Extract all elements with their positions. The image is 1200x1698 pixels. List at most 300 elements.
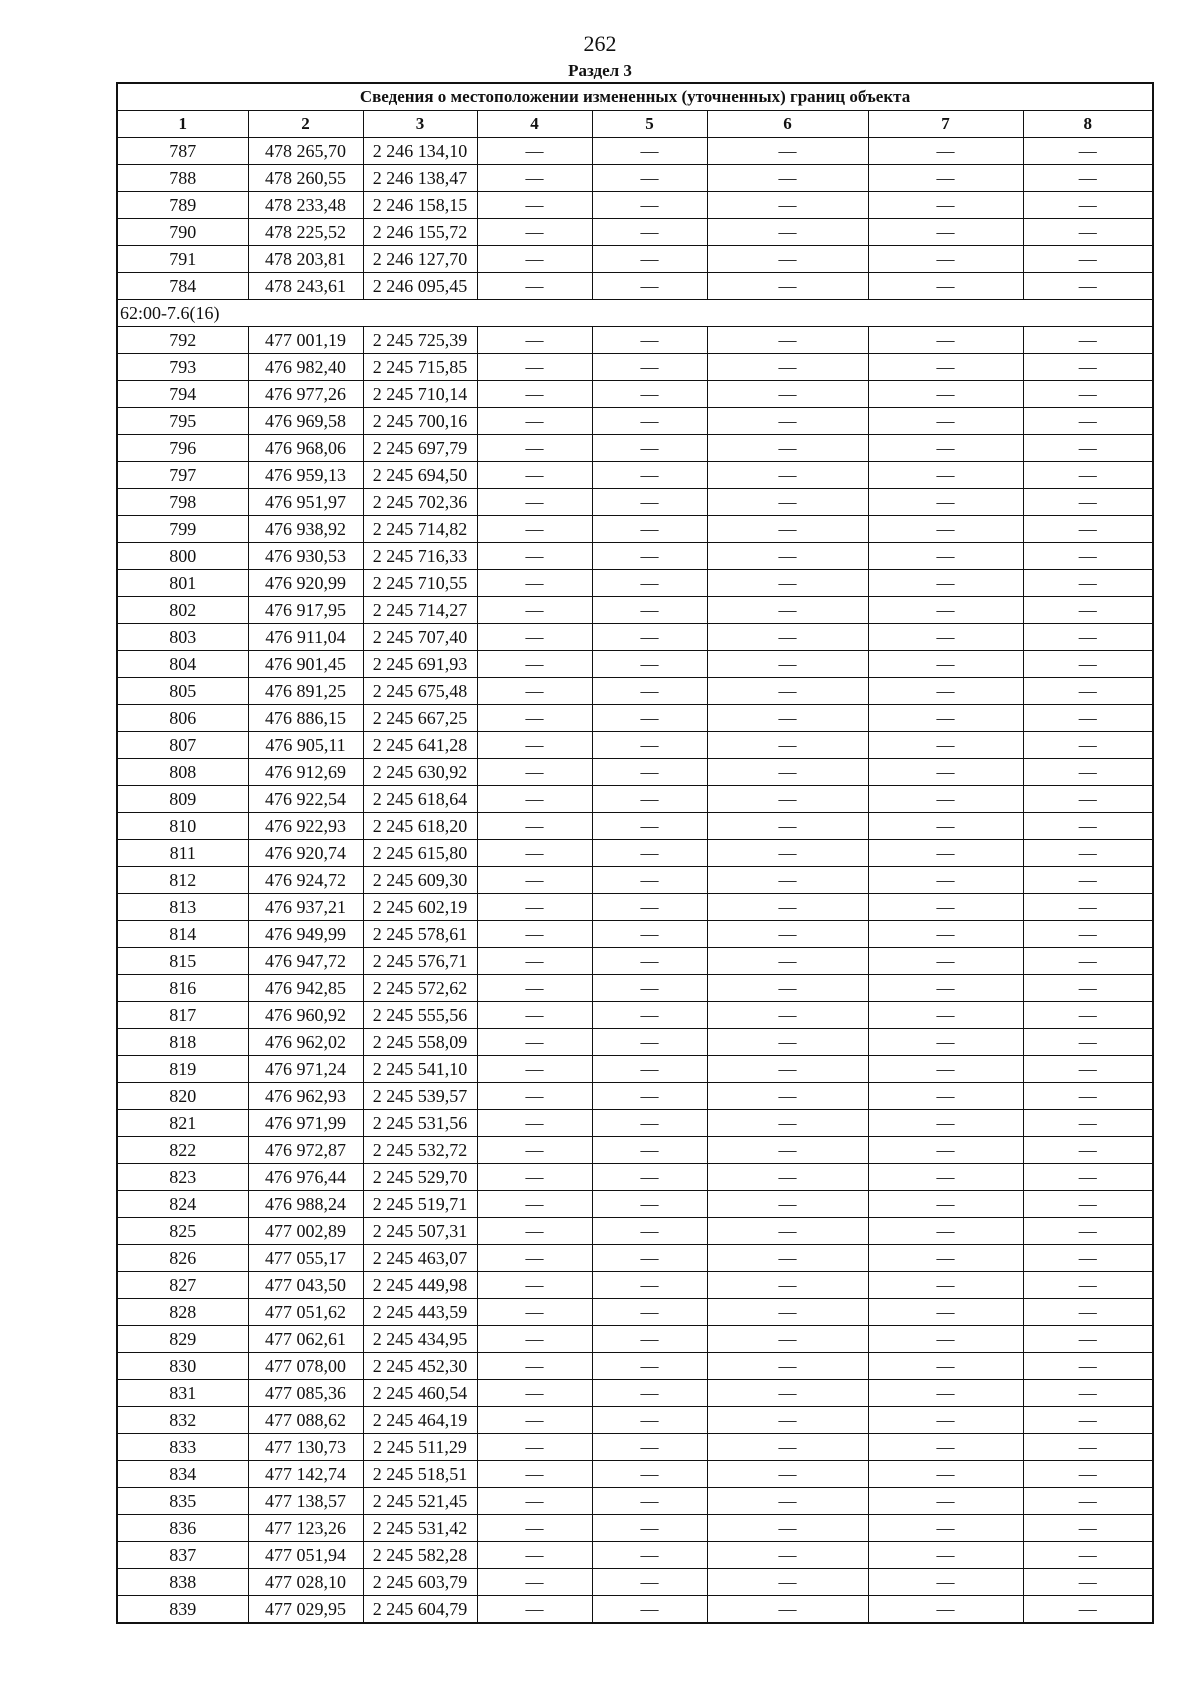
empty-value-dash: — — [592, 219, 707, 246]
point-number-cell: 821 — [117, 1110, 248, 1137]
empty-value-dash: — — [477, 381, 592, 408]
empty-value-dash: — — [592, 624, 707, 651]
empty-value-dash: — — [707, 570, 868, 597]
y-coordinate-cell: 2 245 675,48 — [363, 678, 477, 705]
x-coordinate-cell: 476 930,53 — [248, 543, 363, 570]
empty-value-dash: — — [1023, 786, 1153, 813]
column-number-header: 5 — [592, 111, 707, 138]
empty-value-dash: — — [477, 1380, 592, 1407]
empty-value-dash: — — [707, 948, 868, 975]
y-coordinate-cell: 2 245 716,33 — [363, 543, 477, 570]
table-row — [117, 327, 1153, 354]
empty-value-dash: — — [477, 1164, 592, 1191]
empty-value-dash: — — [868, 1515, 1023, 1542]
point-number-cell: 811 — [117, 840, 248, 867]
empty-value-dash: — — [1023, 516, 1153, 543]
empty-value-dash: — — [1023, 1218, 1153, 1245]
point-number-cell: 805 — [117, 678, 248, 705]
x-coordinate-cell: 476 988,24 — [248, 1191, 363, 1218]
empty-value-dash: — — [477, 597, 592, 624]
x-coordinate-cell: 476 922,93 — [248, 813, 363, 840]
empty-value-dash: — — [477, 840, 592, 867]
table-row — [117, 408, 1153, 435]
empty-value-dash: — — [592, 246, 707, 273]
empty-value-dash: — — [868, 732, 1023, 759]
x-coordinate-cell: 477 051,94 — [248, 1542, 363, 1569]
point-number-cell: 836 — [117, 1515, 248, 1542]
empty-value-dash: — — [477, 894, 592, 921]
table-row — [117, 813, 1153, 840]
empty-value-dash: — — [868, 246, 1023, 273]
table-row — [117, 1002, 1153, 1029]
empty-value-dash: — — [1023, 813, 1153, 840]
empty-value-dash: — — [477, 786, 592, 813]
empty-value-dash: — — [1023, 1515, 1153, 1542]
empty-value-dash: — — [592, 705, 707, 732]
empty-value-dash: — — [592, 813, 707, 840]
empty-value-dash: — — [477, 489, 592, 516]
group-label: 62:00-7.6(16) — [117, 300, 1153, 327]
x-coordinate-cell: 476 959,13 — [248, 462, 363, 489]
point-number-cell: 807 — [117, 732, 248, 759]
point-number-cell: 810 — [117, 813, 248, 840]
empty-value-dash: — — [868, 1002, 1023, 1029]
empty-value-dash: — — [1023, 678, 1153, 705]
empty-value-dash: — — [707, 1326, 868, 1353]
x-coordinate-cell: 476 901,45 — [248, 651, 363, 678]
y-coordinate-cell: 2 246 138,47 — [363, 165, 477, 192]
x-coordinate-cell: 476 911,04 — [248, 624, 363, 651]
table-row — [117, 246, 1153, 273]
empty-value-dash: — — [592, 381, 707, 408]
y-coordinate-cell: 2 245 714,82 — [363, 516, 477, 543]
empty-value-dash: — — [868, 462, 1023, 489]
empty-value-dash: — — [477, 1029, 592, 1056]
empty-value-dash: — — [707, 597, 868, 624]
point-number-cell: 815 — [117, 948, 248, 975]
empty-value-dash: — — [592, 354, 707, 381]
y-coordinate-cell: 2 245 555,56 — [363, 1002, 477, 1029]
y-coordinate-cell: 2 245 630,92 — [363, 759, 477, 786]
empty-value-dash: — — [707, 543, 868, 570]
empty-value-dash: — — [868, 1596, 1023, 1624]
empty-value-dash: — — [1023, 435, 1153, 462]
point-number-cell: 831 — [117, 1380, 248, 1407]
empty-value-dash: — — [868, 1569, 1023, 1596]
table-row — [117, 975, 1153, 1002]
point-number-cell: 802 — [117, 597, 248, 624]
empty-value-dash: — — [477, 165, 592, 192]
x-coordinate-cell: 477 002,89 — [248, 1218, 363, 1245]
point-number-cell: 789 — [117, 192, 248, 219]
empty-value-dash: — — [1023, 732, 1153, 759]
empty-value-dash: — — [477, 1137, 592, 1164]
empty-value-dash: — — [707, 1380, 868, 1407]
empty-value-dash: — — [592, 1542, 707, 1569]
point-number-cell: 792 — [117, 327, 248, 354]
empty-value-dash: — — [1023, 246, 1153, 273]
y-coordinate-cell: 2 246 095,45 — [363, 273, 477, 300]
table-row — [117, 1245, 1153, 1272]
empty-value-dash: — — [477, 1110, 592, 1137]
point-number-cell: 798 — [117, 489, 248, 516]
empty-value-dash: — — [1023, 1272, 1153, 1299]
x-coordinate-cell: 478 243,61 — [248, 273, 363, 300]
empty-value-dash: — — [477, 327, 592, 354]
empty-value-dash: — — [592, 948, 707, 975]
table-row — [117, 1164, 1153, 1191]
empty-value-dash: — — [477, 678, 592, 705]
table-row — [117, 543, 1153, 570]
empty-value-dash: — — [592, 273, 707, 300]
y-coordinate-cell: 2 245 697,79 — [363, 435, 477, 462]
empty-value-dash: — — [592, 1515, 707, 1542]
empty-value-dash: — — [477, 1191, 592, 1218]
empty-value-dash: — — [707, 1029, 868, 1056]
y-coordinate-cell: 2 245 691,93 — [363, 651, 477, 678]
y-coordinate-cell: 2 245 558,09 — [363, 1029, 477, 1056]
empty-value-dash: — — [1023, 1380, 1153, 1407]
empty-value-dash: — — [1023, 651, 1153, 678]
empty-value-dash: — — [868, 651, 1023, 678]
x-coordinate-cell: 476 962,93 — [248, 1083, 363, 1110]
point-number-cell: 838 — [117, 1569, 248, 1596]
empty-value-dash: — — [592, 1056, 707, 1083]
empty-value-dash: — — [868, 1110, 1023, 1137]
x-coordinate-cell: 476 951,97 — [248, 489, 363, 516]
empty-value-dash: — — [592, 597, 707, 624]
empty-value-dash: — — [1023, 138, 1153, 165]
empty-value-dash: — — [1023, 1164, 1153, 1191]
empty-value-dash: — — [868, 678, 1023, 705]
empty-value-dash: — — [477, 813, 592, 840]
table-row — [117, 381, 1153, 408]
table-row — [117, 921, 1153, 948]
x-coordinate-cell: 478 265,70 — [248, 138, 363, 165]
table-row — [117, 678, 1153, 705]
point-number-cell: 832 — [117, 1407, 248, 1434]
empty-value-dash: — — [477, 354, 592, 381]
point-number-cell: 825 — [117, 1218, 248, 1245]
empty-value-dash: — — [707, 1272, 868, 1299]
point-number-cell: 823 — [117, 1164, 248, 1191]
empty-value-dash: — — [1023, 489, 1153, 516]
y-coordinate-cell: 2 245 618,20 — [363, 813, 477, 840]
empty-value-dash: — — [707, 678, 868, 705]
empty-value-dash: — — [707, 1569, 868, 1596]
y-coordinate-cell: 2 245 603,79 — [363, 1569, 477, 1596]
x-coordinate-cell: 476 917,95 — [248, 597, 363, 624]
point-number-cell: 834 — [117, 1461, 248, 1488]
point-number-cell: 797 — [117, 462, 248, 489]
empty-value-dash: — — [707, 840, 868, 867]
point-number-cell: 812 — [117, 867, 248, 894]
x-coordinate-cell: 476 968,06 — [248, 435, 363, 462]
x-coordinate-cell: 476 924,72 — [248, 867, 363, 894]
table-row — [117, 354, 1153, 381]
table-body — [117, 138, 1153, 1624]
empty-value-dash: — — [707, 273, 868, 300]
y-coordinate-cell: 2 245 532,72 — [363, 1137, 477, 1164]
point-number-cell: 796 — [117, 435, 248, 462]
table-row — [117, 1326, 1153, 1353]
empty-value-dash: — — [868, 1326, 1023, 1353]
point-number-cell: 826 — [117, 1245, 248, 1272]
empty-value-dash: — — [1023, 1326, 1153, 1353]
table-row — [117, 948, 1153, 975]
y-coordinate-cell: 2 245 521,45 — [363, 1488, 477, 1515]
empty-value-dash: — — [477, 1218, 592, 1245]
x-coordinate-cell: 476 947,72 — [248, 948, 363, 975]
empty-value-dash: — — [477, 624, 592, 651]
empty-value-dash: — — [707, 1407, 868, 1434]
empty-value-dash: — — [477, 1299, 592, 1326]
empty-value-dash: — — [1023, 1407, 1153, 1434]
empty-value-dash: — — [707, 867, 868, 894]
y-coordinate-cell: 2 245 714,27 — [363, 597, 477, 624]
x-coordinate-cell: 477 130,73 — [248, 1434, 363, 1461]
point-number-cell: 837 — [117, 1542, 248, 1569]
empty-value-dash: — — [1023, 570, 1153, 597]
empty-value-dash: — — [477, 1353, 592, 1380]
empty-value-dash: — — [707, 1218, 868, 1245]
empty-value-dash: — — [707, 894, 868, 921]
table-row — [117, 1515, 1153, 1542]
empty-value-dash: — — [1023, 1461, 1153, 1488]
empty-value-dash: — — [1023, 1191, 1153, 1218]
empty-value-dash: — — [477, 732, 592, 759]
point-number-cell: 822 — [117, 1137, 248, 1164]
x-coordinate-cell: 476 886,15 — [248, 705, 363, 732]
empty-value-dash: — — [592, 1407, 707, 1434]
empty-value-dash: — — [477, 516, 592, 543]
boundary-table-container — [116, 82, 1152, 1624]
point-number-cell: 814 — [117, 921, 248, 948]
table-row — [117, 1461, 1153, 1488]
point-number-cell: 828 — [117, 1299, 248, 1326]
column-number-header: 6 — [707, 111, 868, 138]
table-row — [117, 840, 1153, 867]
empty-value-dash: — — [707, 1137, 868, 1164]
point-number-cell: 800 — [117, 543, 248, 570]
point-number-cell: 833 — [117, 1434, 248, 1461]
y-coordinate-cell: 2 245 511,29 — [363, 1434, 477, 1461]
empty-value-dash: — — [477, 138, 592, 165]
x-coordinate-cell: 477 062,61 — [248, 1326, 363, 1353]
table-row — [117, 1353, 1153, 1380]
empty-value-dash: — — [707, 1083, 868, 1110]
y-coordinate-cell: 2 245 529,70 — [363, 1164, 477, 1191]
empty-value-dash: — — [707, 354, 868, 381]
empty-value-dash: — — [868, 1029, 1023, 1056]
empty-value-dash: — — [868, 624, 1023, 651]
empty-value-dash: — — [592, 1191, 707, 1218]
point-number-cell: 829 — [117, 1326, 248, 1353]
empty-value-dash: — — [592, 1569, 707, 1596]
empty-value-dash: — — [477, 1596, 592, 1624]
y-coordinate-cell: 2 245 702,36 — [363, 489, 477, 516]
table-row — [117, 597, 1153, 624]
empty-value-dash: — — [868, 1164, 1023, 1191]
table-row — [117, 1299, 1153, 1326]
empty-value-dash: — — [1023, 867, 1153, 894]
empty-value-dash: — — [592, 1272, 707, 1299]
table-row — [117, 1542, 1153, 1569]
empty-value-dash: — — [868, 813, 1023, 840]
empty-value-dash: — — [1023, 624, 1153, 651]
table-row — [117, 273, 1153, 300]
point-number-cell: 803 — [117, 624, 248, 651]
empty-value-dash: — — [707, 1542, 868, 1569]
empty-value-dash: — — [1023, 327, 1153, 354]
empty-value-dash: — — [707, 1002, 868, 1029]
empty-value-dash: — — [1023, 1083, 1153, 1110]
x-coordinate-cell: 478 203,81 — [248, 246, 363, 273]
table-row — [117, 1110, 1153, 1137]
empty-value-dash: — — [707, 1056, 868, 1083]
empty-value-dash: — — [592, 1110, 707, 1137]
empty-value-dash: — — [868, 1542, 1023, 1569]
empty-value-dash: — — [707, 1488, 868, 1515]
x-coordinate-cell: 476 982,40 — [248, 354, 363, 381]
empty-value-dash: — — [707, 462, 868, 489]
empty-value-dash: — — [868, 1461, 1023, 1488]
empty-value-dash: — — [1023, 1542, 1153, 1569]
table-row — [117, 138, 1153, 165]
empty-value-dash: — — [1023, 381, 1153, 408]
x-coordinate-cell: 477 043,50 — [248, 1272, 363, 1299]
empty-value-dash: — — [592, 543, 707, 570]
table-row — [117, 1029, 1153, 1056]
empty-value-dash: — — [477, 1083, 592, 1110]
x-coordinate-cell: 476 891,25 — [248, 678, 363, 705]
empty-value-dash: — — [868, 705, 1023, 732]
point-number-cell: 808 — [117, 759, 248, 786]
empty-value-dash: — — [868, 1137, 1023, 1164]
empty-value-dash: — — [868, 1218, 1023, 1245]
empty-value-dash: — — [1023, 1137, 1153, 1164]
x-coordinate-cell: 476 938,92 — [248, 516, 363, 543]
empty-value-dash: — — [868, 975, 1023, 1002]
x-coordinate-cell: 477 088,62 — [248, 1407, 363, 1434]
column-number-header: 2 — [248, 111, 363, 138]
empty-value-dash: — — [592, 1137, 707, 1164]
empty-value-dash: — — [868, 894, 1023, 921]
empty-value-dash: — — [592, 1488, 707, 1515]
y-coordinate-cell: 2 245 578,61 — [363, 921, 477, 948]
y-coordinate-cell: 2 245 539,57 — [363, 1083, 477, 1110]
empty-value-dash: — — [868, 1353, 1023, 1380]
empty-value-dash: — — [868, 354, 1023, 381]
empty-value-dash: — — [592, 516, 707, 543]
x-coordinate-cell: 476 905,11 — [248, 732, 363, 759]
x-coordinate-cell: 477 001,19 — [248, 327, 363, 354]
y-coordinate-cell: 2 245 694,50 — [363, 462, 477, 489]
x-coordinate-cell: 476 971,24 — [248, 1056, 363, 1083]
point-number-cell: 791 — [117, 246, 248, 273]
empty-value-dash: — — [477, 219, 592, 246]
x-coordinate-cell: 476 972,87 — [248, 1137, 363, 1164]
column-number-row — [117, 111, 1153, 138]
empty-value-dash: — — [707, 1515, 868, 1542]
x-coordinate-cell: 476 920,99 — [248, 570, 363, 597]
empty-value-dash: — — [707, 705, 868, 732]
empty-value-dash: — — [868, 381, 1023, 408]
column-number-header: 1 — [117, 111, 248, 138]
empty-value-dash: — — [868, 786, 1023, 813]
y-coordinate-cell: 2 245 531,42 — [363, 1515, 477, 1542]
empty-value-dash: — — [592, 840, 707, 867]
empty-value-dash: — — [477, 1056, 592, 1083]
empty-value-dash: — — [707, 435, 868, 462]
empty-value-dash: — — [707, 786, 868, 813]
empty-value-dash: — — [592, 786, 707, 813]
empty-value-dash: — — [1023, 894, 1153, 921]
y-coordinate-cell: 2 245 460,54 — [363, 1380, 477, 1407]
table-row — [117, 219, 1153, 246]
empty-value-dash: — — [592, 1326, 707, 1353]
empty-value-dash: — — [592, 1353, 707, 1380]
empty-value-dash: — — [477, 1488, 592, 1515]
empty-value-dash: — — [1023, 165, 1153, 192]
point-number-cell: 799 — [117, 516, 248, 543]
table-row — [117, 1380, 1153, 1407]
empty-value-dash: — — [707, 516, 868, 543]
empty-value-dash: — — [592, 678, 707, 705]
point-number-cell: 793 — [117, 354, 248, 381]
empty-value-dash: — — [477, 948, 592, 975]
empty-value-dash: — — [868, 921, 1023, 948]
empty-value-dash: — — [477, 1515, 592, 1542]
point-number-cell: 813 — [117, 894, 248, 921]
table-row — [117, 1488, 1153, 1515]
x-coordinate-cell: 476 922,54 — [248, 786, 363, 813]
empty-value-dash: — — [477, 192, 592, 219]
empty-value-dash: — — [868, 489, 1023, 516]
empty-value-dash: — — [868, 1083, 1023, 1110]
empty-value-dash: — — [592, 1596, 707, 1624]
empty-value-dash: — — [592, 1380, 707, 1407]
empty-value-dash: — — [868, 327, 1023, 354]
x-coordinate-cell: 477 123,26 — [248, 1515, 363, 1542]
empty-value-dash: — — [477, 570, 592, 597]
empty-value-dash: — — [707, 921, 868, 948]
empty-value-dash: — — [707, 1461, 868, 1488]
x-coordinate-cell: 477 078,00 — [248, 1353, 363, 1380]
table-row — [117, 894, 1153, 921]
empty-value-dash: — — [1023, 705, 1153, 732]
table-row — [117, 624, 1153, 651]
empty-value-dash: — — [707, 165, 868, 192]
y-coordinate-cell: 2 245 464,19 — [363, 1407, 477, 1434]
empty-value-dash: — — [477, 1569, 592, 1596]
point-number-cell: 806 — [117, 705, 248, 732]
x-coordinate-cell: 476 937,21 — [248, 894, 363, 921]
point-number-cell: 788 — [117, 165, 248, 192]
x-coordinate-cell: 477 055,17 — [248, 1245, 363, 1272]
empty-value-dash: — — [592, 138, 707, 165]
empty-value-dash: — — [592, 435, 707, 462]
x-coordinate-cell: 476 920,74 — [248, 840, 363, 867]
table-row — [117, 1083, 1153, 1110]
y-coordinate-cell: 2 245 582,28 — [363, 1542, 477, 1569]
empty-value-dash: — — [1023, 921, 1153, 948]
empty-value-dash: — — [1023, 1596, 1153, 1624]
table-row — [117, 489, 1153, 516]
table-row — [117, 1407, 1153, 1434]
empty-value-dash: — — [707, 1596, 868, 1624]
x-coordinate-cell: 476 977,26 — [248, 381, 363, 408]
